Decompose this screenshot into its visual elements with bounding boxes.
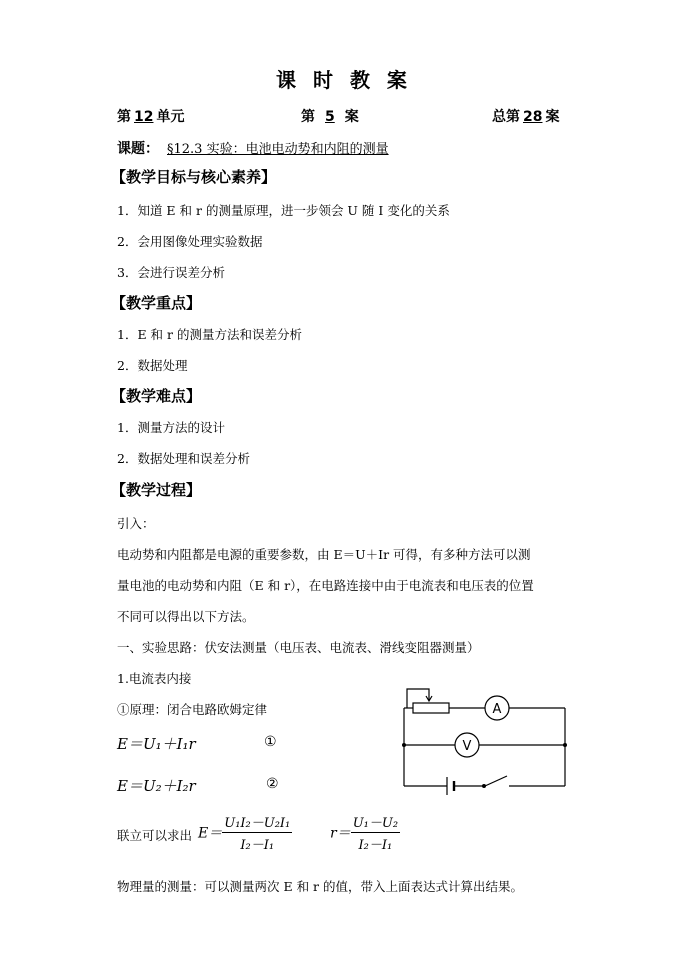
total-number: 28 [523, 109, 543, 125]
goals-heading: 【教学目标与核心素养】 [111, 168, 277, 186]
rheostat [413, 703, 449, 713]
intro-paragraph-line: 量电池的电动势和内阻（E 和 r），在电路连接中由于电流表和电压表的位置 [117, 578, 534, 593]
plan-suffix: 案 [344, 109, 359, 125]
e-numerator: U₁I₂－U₂I₁ [222, 812, 292, 833]
key-points-heading: 【教学重点】 [111, 294, 202, 312]
topic-label: 课题： [117, 141, 159, 157]
difficulty-item: 2．数据处理和误差分析 [117, 451, 250, 466]
intro-label: 引入： [117, 516, 155, 531]
total-prefix: 总第 [492, 109, 520, 125]
difficulty-item: 1．测量方法的设计 [117, 420, 225, 435]
voltmeter-label: V [462, 739, 472, 754]
e-denominator: I₂－I₁ [240, 838, 275, 853]
r-numerator: U₁－U₂ [351, 812, 400, 833]
process-heading: 【教学过程】 [111, 481, 202, 499]
goal-item: 1．知道 E 和 r 的测量原理，进一步领会 U 随 I 变化的关系 [117, 203, 450, 218]
experiment-idea: 一、实验思路：伏安法测量（电压表、电流表、滑线变阻器测量） [117, 640, 480, 655]
e-fraction [222, 812, 292, 853]
page-title: 课 时 教 案 [276, 68, 412, 92]
goal-item: 2．会用图像处理实验数据 [117, 234, 263, 249]
key-point-item: 2．数据处理 [117, 358, 188, 373]
principle-line: ①原理：闭合电路欧姆定律 [117, 702, 268, 717]
ammeter-label: A [492, 702, 502, 717]
equation-1-mark: ① [264, 734, 277, 750]
topic-value: §12.3 实验：电池电动势和内阻的测量 [167, 142, 389, 157]
junction-dot [402, 743, 406, 747]
plan-prefix: 第 [301, 109, 315, 125]
equation-2: E＝U₂＋I₂r [117, 777, 196, 795]
circuit-diagram [395, 680, 575, 800]
unit-suffix: 单元 [156, 109, 185, 125]
lesson-topic [117, 138, 397, 158]
switch-contact [482, 784, 486, 788]
difficulties-heading: 【教学难点】 [111, 387, 202, 405]
goal-item: 3．会进行误差分析 [117, 265, 225, 280]
intro-paragraph-line: 不同可以得出以下方法。 [117, 609, 255, 624]
plan-number: 5 [325, 109, 335, 125]
r-fraction [351, 812, 400, 853]
plan-info [301, 106, 359, 126]
key-point-item: 1．E 和 r 的测量方法和误差分析 [117, 327, 302, 342]
rheostat-slider [407, 689, 429, 708]
e-formula [198, 812, 292, 853]
equation-2-mark: ② [266, 776, 279, 792]
unit-info [117, 106, 184, 126]
solve-prefix: 联立可以求出 [117, 828, 193, 843]
switch-lever [485, 776, 507, 786]
unit-prefix: 第 [117, 109, 131, 125]
unit-number: 12 [134, 109, 154, 125]
r-denominator: I₂－I₁ [358, 838, 393, 853]
r-formula [330, 812, 400, 853]
e-formula-lhs: E＝ [198, 825, 223, 842]
junction-dot [563, 743, 567, 747]
equation-1: E＝U₁＋I₁r [117, 735, 196, 753]
total-info [492, 106, 559, 126]
measurement-note: 物理量的测量：可以测量两次 E 和 r 的值，带入上面表达式计算出结果。 [117, 879, 523, 894]
intro-paragraph-line: 电动势和内阻都是电源的重要参数，由 E＝U＋Ir 可得，有多种方法可以测 [117, 547, 531, 562]
r-formula-lhs: r＝ [330, 825, 351, 842]
total-suffix: 案 [545, 109, 560, 125]
subsection-title: 1.电流表内接 [117, 671, 192, 686]
